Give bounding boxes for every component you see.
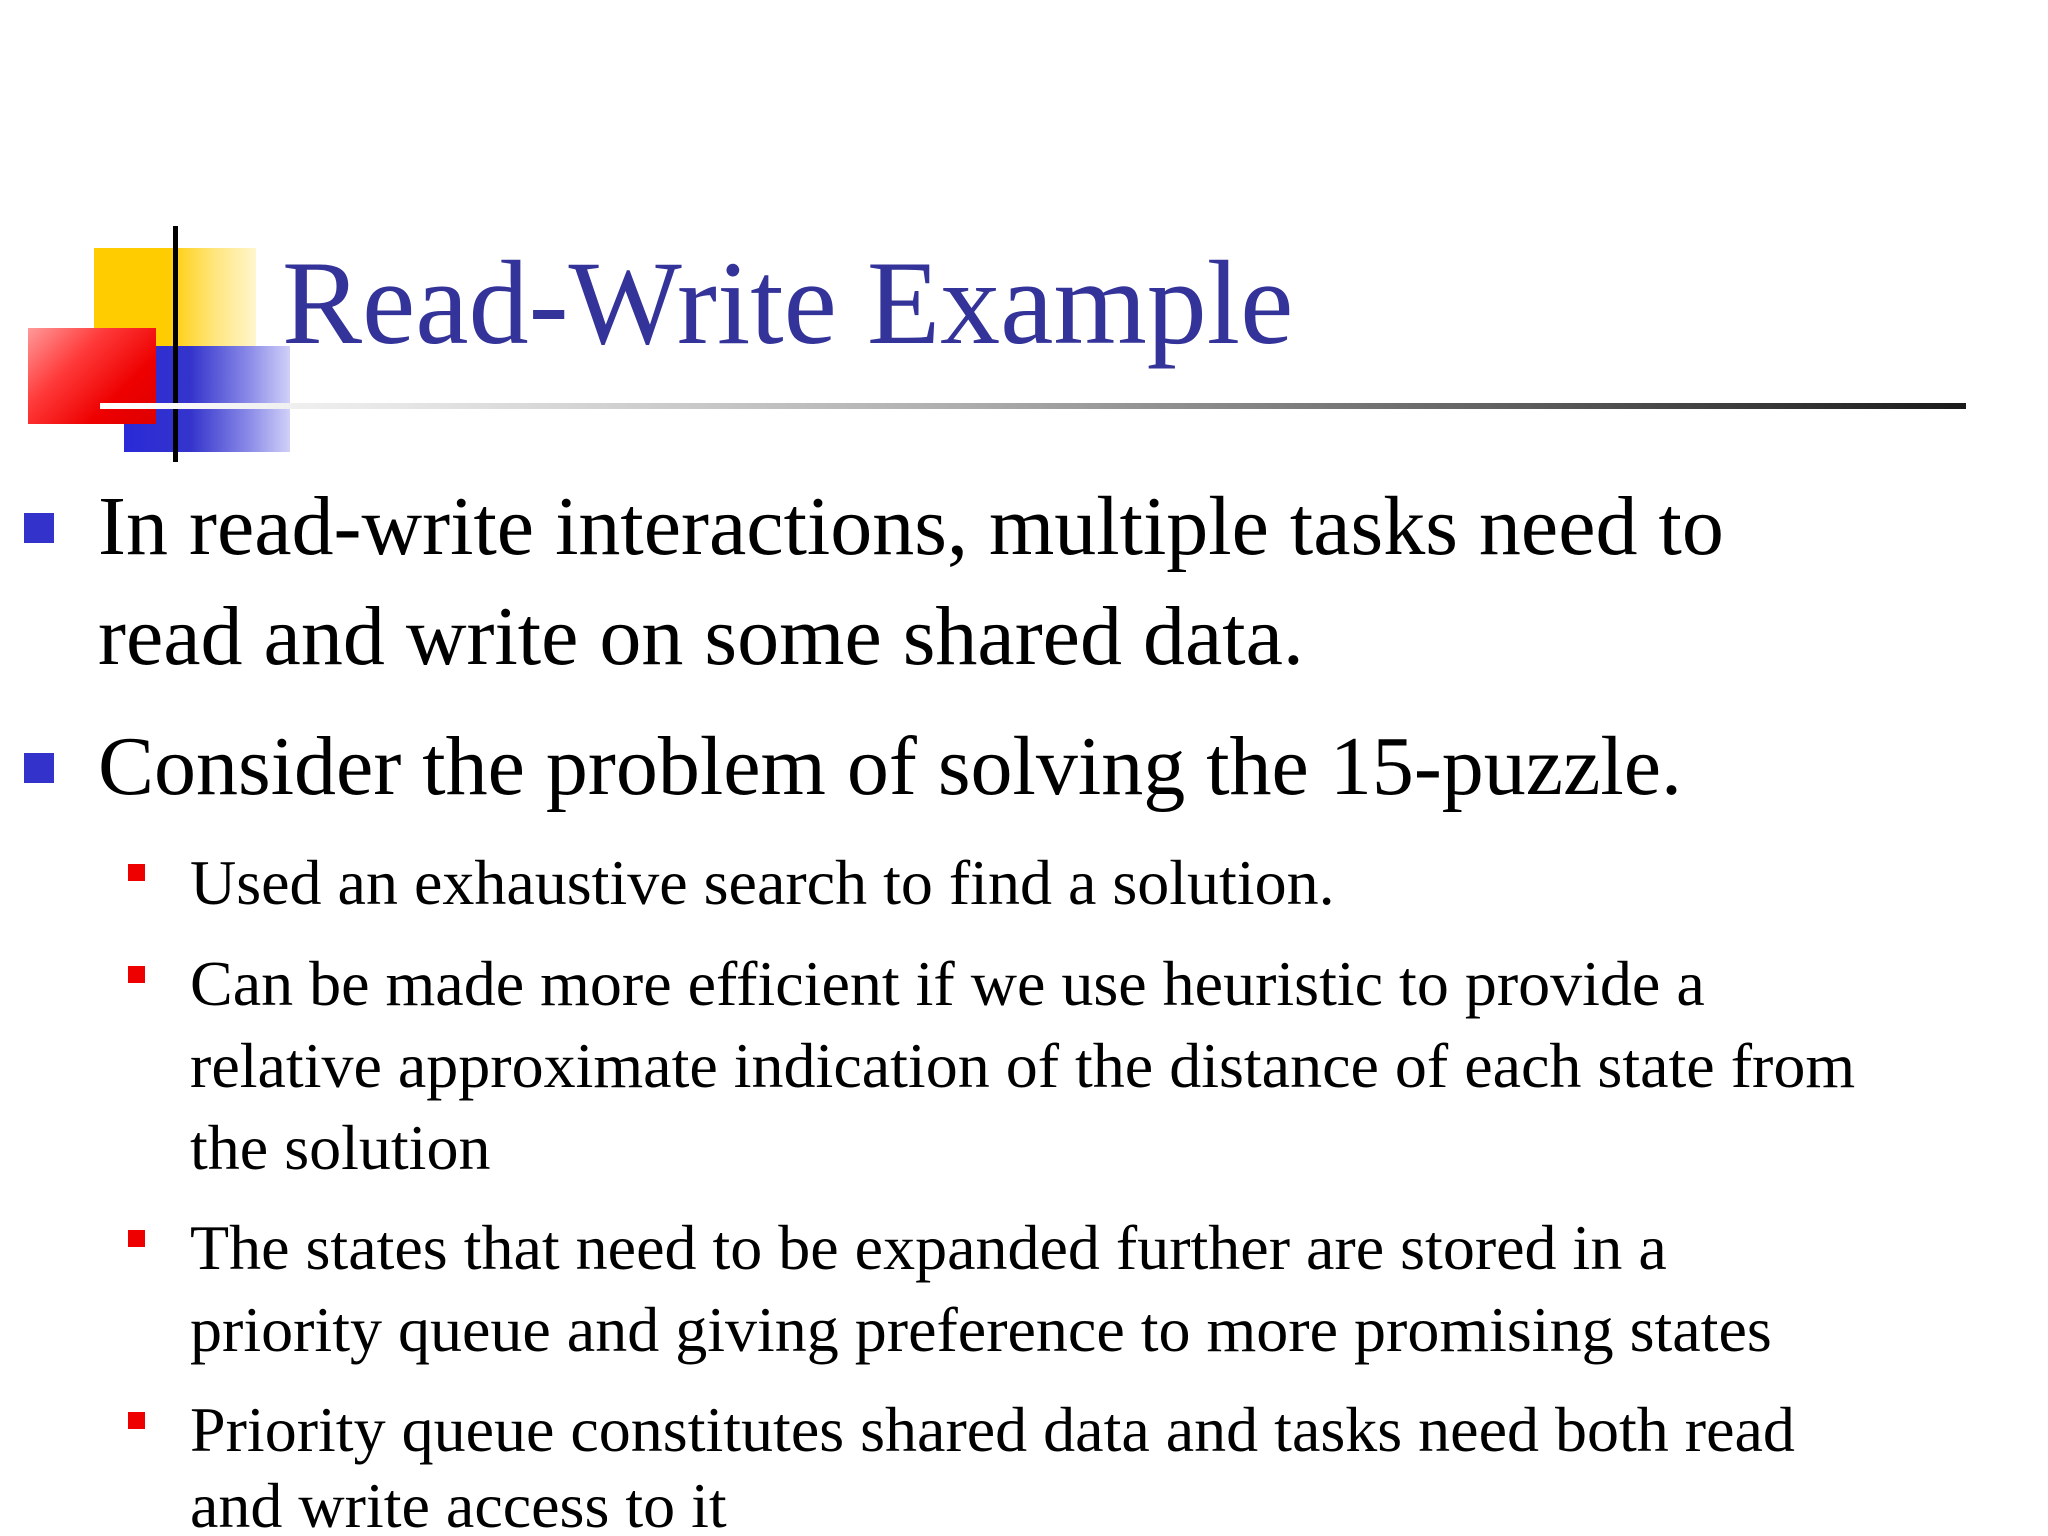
bullet-1-line-2: read and write on some shared data. <box>98 590 1304 683</box>
logo-vertical-line <box>173 226 178 462</box>
subbullet-2-line-2: relative approximate indication of the distance of each state from <box>190 1030 1856 1101</box>
subbullet-3-line-1: The states that need to be expanded further are stored in a <box>190 1212 1667 1283</box>
subbullet-2-line-1: Can be made more efficient if we use heuristic to provide a <box>190 948 1705 1019</box>
subbullet-4-line-1: Priority queue constitutes shared data and tasks need both read <box>190 1394 1795 1465</box>
slide-title: Read-Write Example <box>282 236 1294 369</box>
subbullet-3-line-2: priority queue and giving preference to more promising states <box>190 1294 1772 1365</box>
subbullet-marker-icon <box>128 1412 145 1429</box>
slide-logo-icon <box>0 0 300 470</box>
bullet-marker-icon <box>24 513 54 543</box>
subbullet-2-line-3: the solution <box>190 1112 491 1183</box>
subbullet-1-line-1: Used an exhaustive search to find a solution. <box>190 847 1335 918</box>
bullet-marker-icon <box>24 753 54 783</box>
subbullet-marker-icon <box>128 966 145 983</box>
subbullet-marker-icon <box>128 1230 145 1247</box>
bullet-2-text: Consider the problem of solving the 15-puzzle. <box>98 720 1682 813</box>
bullet-1-line-1: In read-write interactions, multiple tasks need to <box>98 480 1724 573</box>
logo-red-square <box>28 328 156 424</box>
subbullet-marker-icon <box>128 864 145 881</box>
title-underline <box>100 403 1966 409</box>
subbullet-4-line-2: and write access to it <box>190 1470 727 1536</box>
